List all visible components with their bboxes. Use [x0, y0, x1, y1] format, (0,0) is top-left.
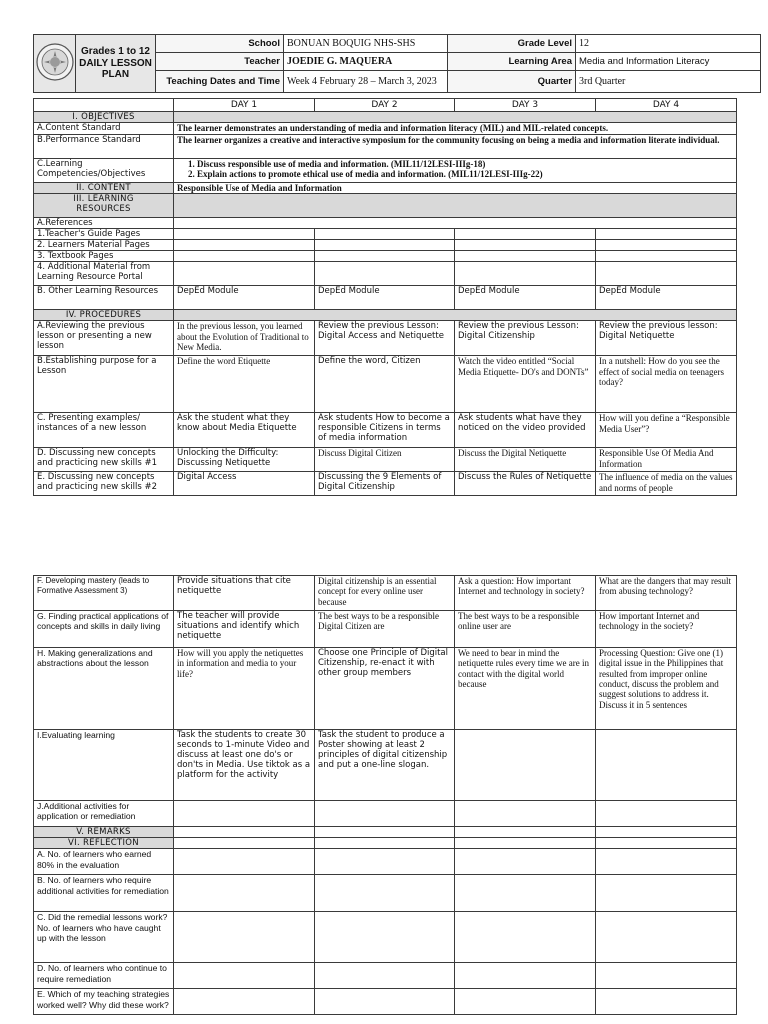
procedure-c-day-3: Ask students what have they noticed on the video provided [455, 413, 596, 448]
deped-seal-icon [35, 42, 75, 82]
procedure-b-day-3: Watch the video entitled “Social Media Etiquette- DO's and DONTs” [455, 356, 596, 413]
school-label: School [156, 35, 284, 53]
empty-cell [596, 875, 737, 912]
area-label: Learning Area [448, 53, 576, 71]
procedure-e-day-4: The influence of media on the values and norms of people [596, 472, 737, 496]
school-value: BONUAN BOQUIG NHS-SHS [284, 35, 448, 53]
empty-cell [174, 963, 315, 989]
empty-cell [455, 827, 596, 838]
competency-2: 2. Explain actions to promote ethical use of media and information. (MIL11/12LESI-IIIg-22) [197, 169, 733, 179]
empty-cell [174, 838, 315, 849]
procedure-d-day-2: Discuss Digital Citizen [315, 448, 455, 472]
empty-cell [455, 989, 596, 1015]
empty-cell [315, 963, 455, 989]
additional-material-label: 4. Additional Material from Learning Resource Portal [34, 262, 174, 286]
empty-cell [315, 838, 455, 849]
textbook-label: 3. Textbook Pages [34, 251, 174, 262]
procedure-h-day-4: Processing Question: Give one (1) digital issue in the Philippines that resulted from improper online conduct, discuss the problem and suggest solutions to address it. Discuss it in 5 sentences [596, 648, 737, 730]
procedure-a-label: A.Reviewing the previous lesson or presenting a new lesson [34, 321, 174, 356]
empty-cell [455, 912, 596, 963]
header-table [33, 34, 761, 93]
grade-label: Grade Level [448, 35, 576, 53]
content-text: Responsible Use of Media and Information [174, 183, 737, 194]
empty-cell [596, 827, 737, 838]
empty-cell [315, 240, 455, 251]
day-3-header: DAY 3 [455, 99, 596, 112]
shaded-cell [174, 112, 737, 123]
procedure-g-day-2: The best ways to be a responsible Digital Citizen are [315, 611, 455, 648]
empty-cell [315, 229, 455, 240]
quarter-value: 3rd Quarter [576, 71, 761, 93]
section-content: II. CONTENT [34, 183, 174, 194]
procedure-c-day-4: How will you define a “Responsible Media User”? [596, 413, 737, 448]
empty-cell [315, 912, 455, 963]
section-learning-resources: III. LEARNING RESOURCES [34, 194, 174, 218]
procedure-e-day-3: Discuss the Rules of Netiquette [455, 472, 596, 496]
procedure-f-day-3: Ask a question: How important Internet and technology in society? [455, 576, 596, 611]
empty-cell [174, 912, 315, 963]
other-resource-day-4: DepEd Module [596, 286, 737, 310]
competencies-list [174, 159, 737, 183]
empty-cell [596, 989, 737, 1015]
procedure-i-day-1: Task the students to create 30 seconds to 1-minute Video and discuss at least one do's or don'ts in Media. Use tiktok as a platform for the activity [174, 730, 315, 801]
empty-cell [174, 262, 315, 286]
section-procedures: IV. PROCEDURES [34, 310, 174, 321]
empty-cell [174, 827, 315, 838]
empty-cell [455, 240, 596, 251]
dates-label: Teaching Dates and Time [156, 71, 284, 93]
empty-cell [455, 251, 596, 262]
procedure-e-label: E. Discussing new concepts and practicing new skills #2 [34, 472, 174, 496]
empty-cell [315, 251, 455, 262]
empty-cell [596, 838, 737, 849]
lesson-plan-table-1 [33, 98, 737, 496]
empty-cell [596, 963, 737, 989]
learners-material-label: 2. Learners Material Pages [34, 240, 174, 251]
reflection-d-label: D. No. of learners who continue to require remediation [34, 963, 174, 989]
empty-cell [596, 849, 737, 875]
procedure-c-label: C. Presenting examples/ instances of a new lesson [34, 413, 174, 448]
empty-cell [315, 801, 455, 827]
other-resources-label: B. Other Learning Resources [34, 286, 174, 310]
procedure-b-day-1: Define the word Etiquette [174, 356, 315, 413]
empty-cell [455, 963, 596, 989]
procedure-a-day-1: In the previous lesson, you learned about the Evolution of Traditional to New Media. [174, 321, 315, 356]
dlp-title: Grades 1 to 12 DAILY LESSON PLAN [76, 35, 156, 93]
procedure-a-day-2: Review the previous Lesson: Digital Access and Netiquette [315, 321, 455, 356]
quarter-label: Quarter [448, 71, 576, 93]
procedure-c-day-1: Ask the student what they know about Media Etiquette [174, 413, 315, 448]
empty-cell [174, 218, 737, 229]
other-resource-day-1: DepEd Module [174, 286, 315, 310]
empty-cell [174, 240, 315, 251]
lesson-plan-table-2 [33, 575, 737, 1015]
reflection-c-label: C. Did the remedial lessons work? No. of learners who have caught up with the lesson [34, 912, 174, 963]
empty-cell [596, 801, 737, 827]
procedure-i-label: I.Evaluating learning [34, 730, 174, 801]
procedure-i-day-2: Task the student to produce a Poster showing at least 2 principles of digital citizenship and put a one-line slogan. [315, 730, 455, 801]
area-value: Media and Information Literacy [576, 53, 761, 71]
content-standard-label: A.Content Standard [34, 123, 174, 135]
dates-value: Week 4 February 28 – March 3, 2023 [284, 71, 448, 93]
procedure-b-label: B.Establishing purpose for a Lesson [34, 356, 174, 413]
empty-cell [455, 875, 596, 912]
procedure-d-day-4: Responsible Use Of Media And Information [596, 448, 737, 472]
grade-value: 12 [576, 35, 761, 53]
section-remarks: V. REMARKS [34, 827, 174, 838]
empty-cell [455, 801, 596, 827]
content-standard-text: The learner demonstrates an understanding of media and information literacy (MIL) and MIL-related concepts. [174, 123, 737, 135]
empty-cell [596, 262, 737, 286]
shaded-cell [174, 194, 737, 218]
teachers-guide-label: 1.Teacher's Guide Pages [34, 229, 174, 240]
empty-cell [596, 912, 737, 963]
corner-cell [34, 99, 174, 112]
procedure-e-day-1: Digital Access [174, 472, 315, 496]
procedure-b-day-4: In a nutshell: How do you see the effect of social media on teenagers today? [596, 356, 737, 413]
competency-1: 1. Discuss responsible use of media and information. (MIL11/12LESI-IIIg-18) [197, 159, 733, 169]
teacher-value: JOEDIE G. MAQUERA [284, 53, 448, 71]
procedure-c-day-2: Ask students How to become a responsible Citizens in terms of media information [315, 413, 455, 448]
day-2-header: DAY 2 [315, 99, 455, 112]
day-4-header: DAY 4 [596, 99, 737, 112]
empty-cell [596, 229, 737, 240]
empty-cell [455, 849, 596, 875]
empty-cell [455, 262, 596, 286]
procedure-g-day-3: The best ways to be a responsible online user are [455, 611, 596, 648]
procedure-i-day-4 [596, 730, 737, 801]
procedure-h-day-2: Choose one Principle of Digital Citizenship, re-enact it with other group members [315, 648, 455, 730]
empty-cell [315, 875, 455, 912]
procedure-f-day-2: Digital citizenship is an essential concept for every online user because [315, 576, 455, 611]
performance-standard-label: B.Performance Standard [34, 135, 174, 159]
procedure-f-day-4: What are the dangers that may result from abusing technology? [596, 576, 737, 611]
other-resource-day-3: DepEd Module [455, 286, 596, 310]
empty-cell [174, 251, 315, 262]
empty-cell [596, 251, 737, 262]
references-label: A.References [34, 218, 174, 229]
empty-cell [174, 849, 315, 875]
reflection-e-label: E. Which of my teaching strategies worked well? Why did these work? [34, 989, 174, 1015]
procedure-g-day-4: How important Internet and technology in the society? [596, 611, 737, 648]
competencies-label: C.Learning Competencies/Objectives [34, 159, 174, 183]
teacher-label: Teacher [156, 53, 284, 71]
empty-cell [315, 989, 455, 1015]
procedure-f-label: F. Developing mastery (leads to Formative Assessment 3) [34, 576, 174, 611]
procedure-f-day-1: Provide situations that cite netiquette [174, 576, 315, 611]
empty-cell [596, 240, 737, 251]
section-reflection: VI. REFLECTION [34, 838, 174, 849]
procedure-d-label: D. Discussing new concepts and practicing new skills #1 [34, 448, 174, 472]
day-1-header: DAY 1 [174, 99, 315, 112]
empty-cell [455, 838, 596, 849]
empty-cell [455, 229, 596, 240]
empty-cell [315, 262, 455, 286]
reflection-a-label: A. No. of learners who earned 80% in the evaluation [34, 849, 174, 875]
procedure-b-day-2: Define the word, Citizen [315, 356, 455, 413]
procedure-a-day-3: Review the previous Lesson: Digital Citizenship [455, 321, 596, 356]
procedure-g-day-1: The teacher will provide situations and identify which netiquette [174, 611, 315, 648]
empty-cell [174, 801, 315, 827]
procedure-h-label: H. Making generalizations and abstractions about the lesson [34, 648, 174, 730]
procedure-i-day-3 [455, 730, 596, 801]
empty-cell [315, 849, 455, 875]
section-objectives: I. OBJECTIVES [34, 112, 174, 123]
empty-cell [174, 989, 315, 1015]
procedure-g-label: G. Finding practical applications of concepts and skills in daily living [34, 611, 174, 648]
procedure-h-day-3: We need to bear in mind the netiquette rules every time we are in contact with the digital world because [455, 648, 596, 730]
shaded-cell [174, 310, 737, 321]
other-resource-day-2: DepEd Module [315, 286, 455, 310]
procedure-h-day-1: How will you apply the netiquettes in information and media to your life? [174, 648, 315, 730]
procedure-d-day-1: Unlocking the Difficulty: Discussing Netiquette [174, 448, 315, 472]
performance-standard-text: The learner organizes a creative and interactive symposium for the community focusing on being a media and information literate individual. [174, 135, 737, 159]
empty-cell [174, 229, 315, 240]
procedure-j-label: J.Additional activities for application or remediation [34, 801, 174, 827]
procedure-e-day-2: Discussing the 9 Elements of Digital Citizenship [315, 472, 455, 496]
empty-cell [315, 827, 455, 838]
procedure-a-day-4: Review the previous lesson: Digital Netiquette [596, 321, 737, 356]
procedure-d-day-3: Discuss the Digital Netiquette [455, 448, 596, 472]
reflection-b-label: B. No. of learners who require additional activities for remediation [34, 875, 174, 912]
deped-seal [34, 35, 76, 93]
empty-cell [174, 875, 315, 912]
